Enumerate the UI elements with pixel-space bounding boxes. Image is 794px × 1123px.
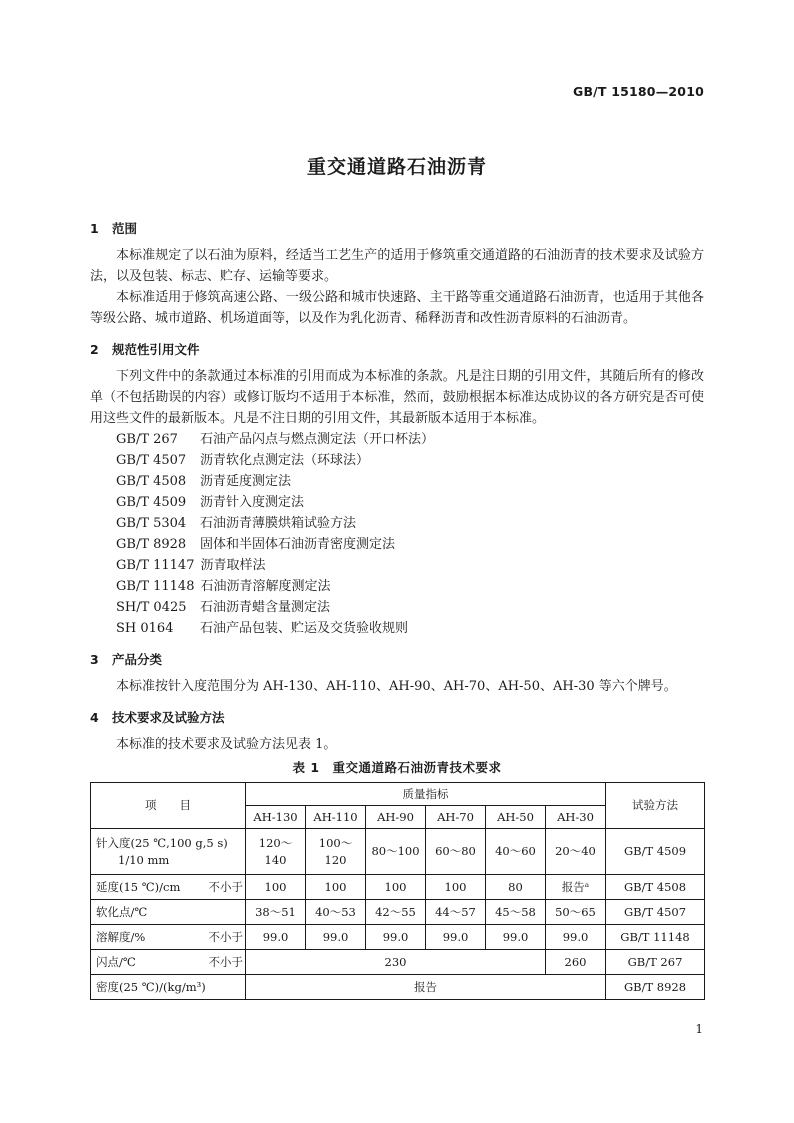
grade-header: AH-130 [246, 806, 306, 829]
table-cell: GB/T 4509 [606, 829, 705, 875]
table-row [91, 950, 705, 975]
reference-item: GB/T 11148 石油沥青溶解度测定法 [116, 579, 331, 594]
grade-header: AH-70 [426, 806, 486, 829]
table-cell: 99.0 [366, 925, 426, 950]
reference-item: SH 0164 石油产品包装、贮运及交货验收规则 [116, 621, 409, 636]
table-cell: 报告ᵃ [546, 875, 606, 900]
table-cell: GB/T 4507 [606, 900, 705, 925]
section-1-paragraph-1: 本标准规定了以石油为原料，经适当工艺生产的适用于修筑重交通道路的石油沥青的技术要求及试验方法，以及包装、标志、贮存、运输等要求。 [90, 248, 704, 284]
method-header: 试验方法 [606, 783, 705, 829]
table-cell: 100 [246, 875, 306, 900]
table-cell: 44～57 [426, 900, 486, 925]
row-label: 软化点/℃ [91, 900, 246, 925]
page-number: 1 [695, 1022, 703, 1036]
reference-item: GB/T 267 石油产品闪点与燃点测定法（开口杯法） [116, 432, 435, 447]
table-cell: 38～51 [246, 900, 306, 925]
table-cell: GB/T 267 [606, 950, 705, 975]
document-body [90, 218, 704, 1000]
normative-reference-list [90, 429, 704, 639]
table-cell: 60～80 [426, 829, 486, 875]
reference-item: GB/T 5304 石油沥青薄膜烘箱试验方法 [116, 516, 357, 531]
table-cell: 99.0 [486, 925, 546, 950]
grade-header: AH-30 [546, 806, 606, 829]
table-row [91, 829, 705, 875]
table-cell: 40～60 [486, 829, 546, 875]
table-cell: 230 [246, 950, 546, 975]
table-header-row [91, 783, 705, 806]
table-cell: GB/T 4508 [606, 875, 705, 900]
grade-header: AH-90 [366, 806, 426, 829]
table-cell: 120～140 [246, 829, 306, 875]
section-2-heading: 2 规范性引用文件 [90, 342, 200, 357]
table-cell: 50～65 [546, 900, 606, 925]
table-cell: 20～40 [546, 829, 606, 875]
table-row [91, 925, 705, 950]
table-cell: 99.0 [246, 925, 306, 950]
section-1-heading: 1 范围 [90, 221, 138, 236]
table-cell: 99.0 [426, 925, 486, 950]
table-cell: GB/T 11148 [606, 925, 705, 950]
table-cell: 45～58 [486, 900, 546, 925]
section-2-paragraph-1: 下列文件中的条款通过本标准的引用而成为本标准的条款。凡是注日期的引用文件，其随后所有的修改单（不包括勘误的内容）或修订版均不适用于本标准，然而，鼓励根据本标准达成协议的各方研究是否可使用这些文件的最新版本。凡是不注日期的引用文件，其最新版本适用于本标准。 [90, 369, 704, 426]
row-label: 延度(15 ℃)/cm 不小于 [91, 875, 246, 900]
table-cell: 100～120 [306, 829, 366, 875]
section-1-paragraph-2: 本标准适用于修筑高速公路、一级公路和城市快速路、主干路等重交通道路石油沥青，也适用于其他各等级公路、城市道路、机场道面等，以及作为乳化沥青、稀释沥青和改性沥青原料的石油沥青。 [90, 290, 704, 326]
table-cell: 100 [306, 875, 366, 900]
table-cell: 80 [486, 875, 546, 900]
section-3-paragraph-1: 本标准按针入度范围分为 AH-130、AH-110、AH-90、AH-70、AH-50、AH-30 等六个牌号。 [116, 679, 677, 694]
table-cell: 100 [426, 875, 486, 900]
table-cell: 40～53 [306, 900, 366, 925]
grade-header: AH-50 [486, 806, 546, 829]
table-cell: 报告 [246, 975, 606, 1000]
table-row [91, 875, 705, 900]
reference-item: GB/T 4507 沥青软化点测定法（环球法） [116, 453, 370, 468]
grade-header: AH-110 [306, 806, 366, 829]
row-label: 密度(25 ℃)/(kg/m³) [91, 975, 246, 1000]
table-cell: 80～100 [366, 829, 426, 875]
table-row [91, 975, 705, 1000]
table-cell: 260 [546, 950, 606, 975]
document-title: 重交通道路石油沥青 [306, 156, 487, 178]
reference-item: GB/T 4508 沥青延度测定法 [116, 474, 292, 489]
table-caption: 表 1 重交通道路石油沥青技术要求 [292, 760, 502, 775]
reference-item: GB/T 11147 沥青取样法 [116, 558, 266, 573]
row-label: 溶解度/% 不小于 [91, 925, 246, 950]
reference-item: GB/T 8928 固体和半固体石油沥青密度测定法 [116, 537, 396, 552]
table-cell: 100 [366, 875, 426, 900]
item-header: 项 目 [91, 783, 246, 829]
technical-requirements-table [90, 782, 705, 1000]
row-label: 闪点/℃ 不小于 [91, 950, 246, 975]
row-label: 针入度(25 ℃,100 g,5 s) 1/10 mm [91, 829, 246, 875]
table-cell: GB/T 8928 [606, 975, 705, 1000]
table-row [91, 900, 705, 925]
table-cell: 99.0 [306, 925, 366, 950]
section-4-paragraph-1: 本标准的技术要求及试验方法见表 1。 [116, 737, 337, 752]
table-cell: 42～55 [366, 900, 426, 925]
reference-item: GB/T 4509 沥青针入度测定法 [116, 495, 305, 510]
standard-id: GB/T 15180—2010 [572, 84, 704, 99]
reference-item: SH/T 0425 石油沥青蜡含量测定法 [116, 600, 331, 615]
quality-header: 质量指标 [246, 783, 606, 806]
section-3-heading: 3 产品分类 [90, 652, 163, 667]
table-cell: 99.0 [546, 925, 606, 950]
section-4-heading: 4 技术要求及试验方法 [90, 710, 225, 725]
